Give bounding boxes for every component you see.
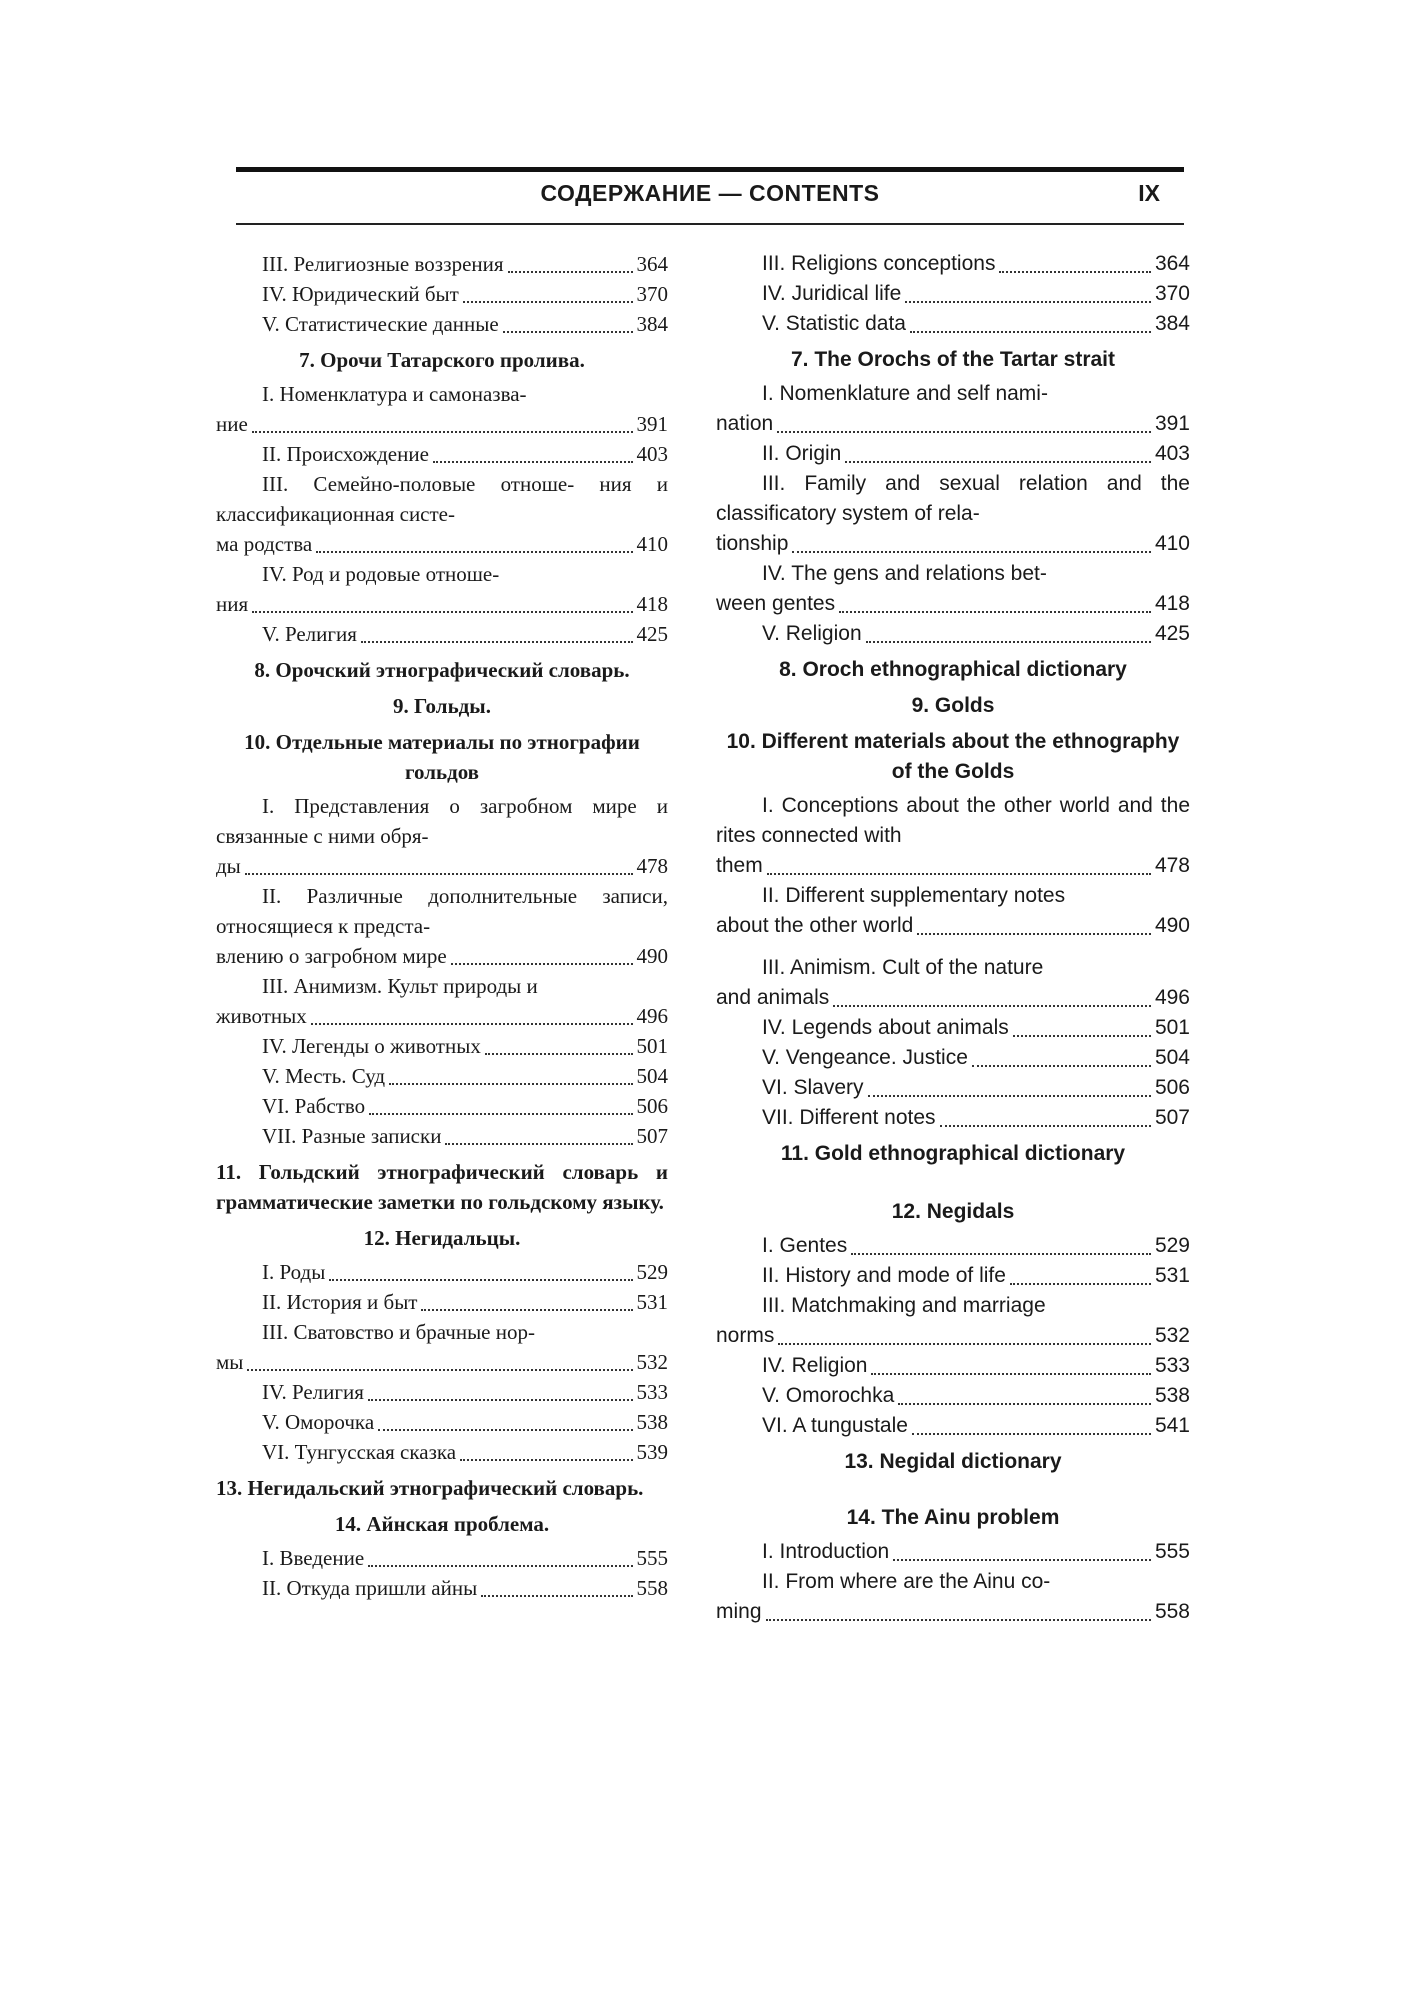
- toc-entry: V. Omorochka 538: [762, 1384, 1190, 1407]
- section-heading: 14. The Ainu problem: [846, 1506, 1060, 1529]
- toc-entry: V. Оморочка 538: [262, 1410, 668, 1434]
- toc-entry: IV. Juridical life 370: [762, 282, 1190, 305]
- toc-entry: II. History and mode of life 531: [762, 1264, 1190, 1287]
- toc-entry: I. Gentes 529: [762, 1234, 1190, 1257]
- section-heading: 7. Орочи Татарского пролива.: [299, 348, 585, 372]
- toc-entry: IV. Род и родовые отноше- ния 418: [216, 562, 668, 616]
- toc-entry: II. Различные дополнительные записи, относящиеся к предста- влению о загробном мире 490: [216, 884, 668, 968]
- toc-entry: IV. The gens and relations bet- ween gentes 418: [716, 562, 1190, 615]
- toc-entry: I. Introduction 555: [762, 1540, 1190, 1563]
- toc-entry: II. История и быт 531: [262, 1290, 668, 1314]
- section-heading: 8. Орочский этнографический словарь.: [254, 658, 630, 682]
- section-heading: 11. Гольдский этнографический словарь и грамматические заметки по гольдскому языку.: [216, 1160, 668, 1214]
- toc-entry: IV. Юридический быт 370: [262, 282, 668, 306]
- section-heading: 8. Oroch ethnographical dictionary: [779, 658, 1127, 681]
- toc-entry: II. Происхождение 403: [262, 442, 668, 466]
- toc-entry: III. Религиозные воззрения 364: [262, 252, 668, 276]
- section-heading: 13. Negidal dictionary: [844, 1450, 1062, 1473]
- header-top-rule: [236, 167, 1184, 172]
- toc-entry: II. Origin 403: [762, 442, 1190, 465]
- section-heading: 9. Golds: [911, 694, 995, 717]
- section-heading: 14. Айнская проблема.: [334, 1512, 550, 1536]
- toc-entry: IV. Religion 533: [762, 1354, 1190, 1377]
- russian-column: [216, 249, 668, 1603]
- toc-entry: II. Different supplementary notes about the other world 490: [716, 884, 1190, 937]
- section-heading: 10. Different materials about the ethnography of the Golds: [726, 730, 1180, 783]
- section-heading: 11. Gold ethnographical dictionary: [780, 1142, 1126, 1165]
- toc-entry: VII. Different notes 507: [762, 1106, 1190, 1129]
- toc-entry: III. Religions conceptions 364: [762, 252, 1190, 275]
- toc-entry: IV. Религия 533: [262, 1380, 668, 1404]
- toc-entry: V. Религия 425: [262, 622, 668, 646]
- header-bottom-rule: [236, 223, 1184, 225]
- toc-entry: III. Семейно-половые отноше- ния и классификационная систе- ма родства 410: [216, 472, 668, 556]
- section-heading: 10. Отдельные материалы по этнографии гольдов: [244, 730, 640, 784]
- toc-entry: III. Сватовство и брачные нор- мы 532: [216, 1320, 668, 1374]
- toc-entry: III. Animism. Cult of the nature and animals 496: [716, 956, 1190, 1009]
- toc-entry: I. Nomenklature and self nami- nation 391: [716, 382, 1190, 435]
- section-heading: 7. The Orochs of the Tartar strait: [790, 348, 1115, 371]
- toc-entry: VI. Slavery 506: [762, 1076, 1190, 1099]
- toc-entry: V. Religion 425: [762, 622, 1190, 645]
- toc-entry: V. Vengeance. Justice 504: [762, 1046, 1190, 1069]
- toc-entry: VI. A tungustale 541: [762, 1414, 1190, 1437]
- page-number: IX: [1138, 180, 1160, 206]
- toc-entry: III. Matchmaking and marriage norms 532: [716, 1294, 1190, 1347]
- section-heading: 13. Негидальский этнографический словарь.: [216, 1476, 644, 1500]
- toc-entry: V. Статистические данные 384: [262, 312, 668, 336]
- toc-entry: VI. Рабство 506: [262, 1094, 668, 1118]
- section-heading: 12. Негидальцы.: [363, 1226, 521, 1250]
- toc-entry: I. Представления о загробном мире и связанные с ними обря- ды 478: [216, 794, 668, 878]
- toc-entry: I. Conceptions about the other world and the rites connected with them 478: [716, 794, 1190, 877]
- toc-entry: I. Номенклатура и самоназва- ние 391: [216, 382, 668, 436]
- toc-entry: IV. Legends about animals 501: [762, 1016, 1190, 1039]
- section-heading: 9. Гольды.: [393, 694, 491, 718]
- toc-entry: III. Family and sexual relation and the classificatory system of rela- tionship 410: [716, 472, 1190, 555]
- toc-entry: VII. Разные записки 507: [262, 1124, 668, 1148]
- toc-entry: VI. Тунгусская сказка 539: [262, 1440, 668, 1464]
- english-column: [716, 249, 1190, 1627]
- toc-entry: V. Месть. Суд 504: [262, 1064, 668, 1088]
- toc-entry: II. From where are the Ainu co- ming 558: [716, 1570, 1190, 1623]
- section-heading: 12. Negidals: [891, 1200, 1015, 1223]
- toc-entry: II. Откуда пришли айны 558: [262, 1576, 668, 1600]
- toc-entry: I. Роды 529: [262, 1260, 668, 1284]
- page-header-title: СОДЕРЖАНИЕ — CONTENTS: [540, 180, 880, 206]
- toc-entry: I. Введение 555: [262, 1546, 668, 1570]
- toc-entry: V. Statistic data 384: [762, 312, 1190, 335]
- toc-entry: IV. Легенды о животных 501: [262, 1034, 668, 1058]
- toc-entry: III. Анимизм. Культ природы и животных 496: [216, 974, 668, 1028]
